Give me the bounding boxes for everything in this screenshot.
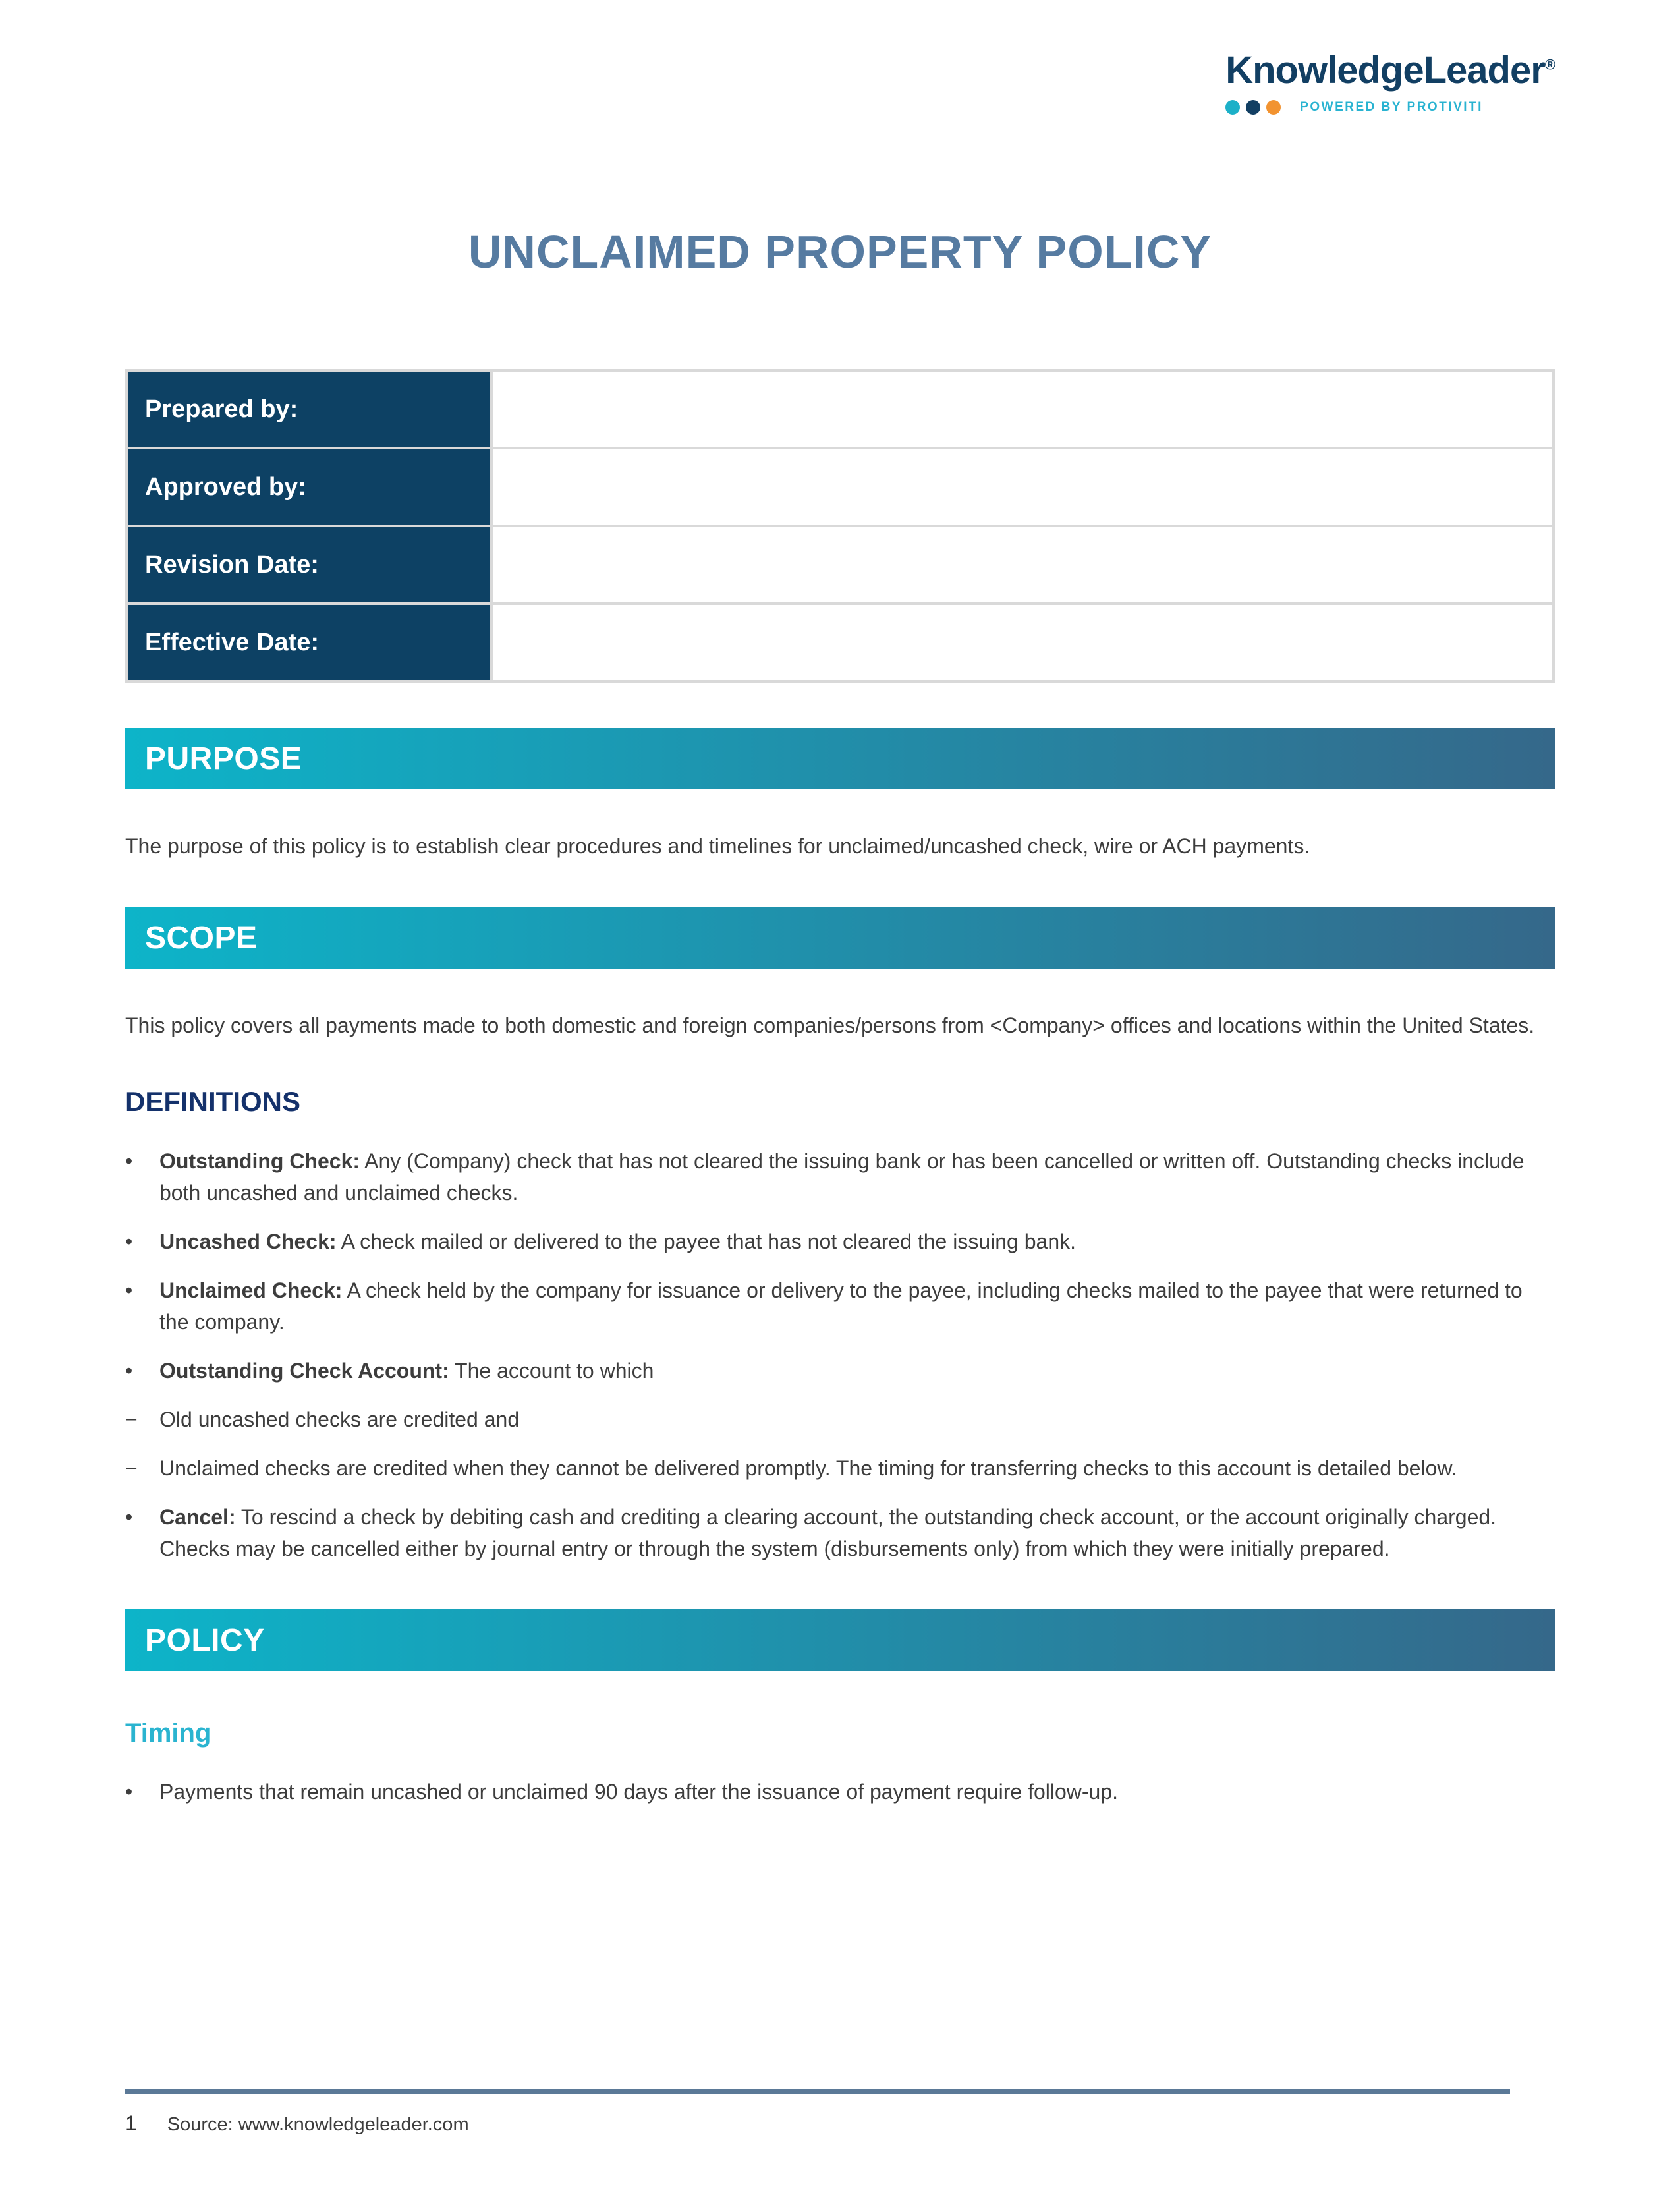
definition-body: Unclaimed checks are credited when they cannot be delivered promptly. The timing for transferring checks to this account is detailed below. <box>159 1456 1457 1480</box>
bullet-icon: • <box>125 1505 133 1529</box>
scope-body: This policy covers all payments made to both domestic and foreign companies/persons from <Company> offices and locations within the United States. <box>125 1013 1535 1037</box>
bullet-icon: • <box>125 1230 133 1253</box>
effective-date-value-field[interactable] <box>491 604 1554 681</box>
policy-list <box>125 1776 1555 1808</box>
logo-dot-teal-icon <box>1225 100 1240 115</box>
knowledgeleader-logo <box>1225 51 1555 90</box>
purpose-body: The purpose of this policy is to establish clear procedures and timelines for unclaimed/uncashed check, wire or ACH payments. <box>125 834 1310 858</box>
definition-term: Uncashed Check: <box>159 1230 337 1253</box>
list-item <box>125 1404 1555 1435</box>
logo-tagline: POWERED BY PROTIVITI <box>1300 100 1483 114</box>
definition-term: Cancel: <box>159 1505 236 1529</box>
bullet-icon: • <box>125 1359 133 1383</box>
purpose-section-banner <box>125 728 1555 789</box>
definition-term: Outstanding Check Account: <box>159 1359 449 1383</box>
bullet-icon: • <box>125 1780 133 1804</box>
approved-by-value-field[interactable] <box>491 448 1554 526</box>
prepared-by-value-field[interactable] <box>491 370 1554 448</box>
revision-date-value-field[interactable] <box>491 526 1554 604</box>
list-item <box>125 1501 1555 1564</box>
definition-body: Old uncashed checks are credited and <box>159 1408 520 1431</box>
page-title: UNCLAIMED PROPERTY POLICY <box>468 226 1212 277</box>
policy-item-body: Payments that remain uncashed or unclaimed 90 days after the issuance of payment require follow-up. <box>159 1780 1119 1804</box>
policy-section-banner <box>125 1609 1555 1671</box>
bullet-icon: • <box>125 1149 133 1173</box>
table-row <box>126 448 1554 526</box>
approved-by-label: Approved by: <box>126 448 491 526</box>
logo-block <box>125 0 1555 115</box>
registered-trademark-symbol: ® <box>1544 56 1555 73</box>
list-item <box>125 1776 1555 1808</box>
logo-wordmark-text: KnowledgeLeader <box>1225 49 1545 92</box>
prepared-by-label: Prepared by: <box>126 370 491 448</box>
list-item <box>125 1274 1555 1338</box>
definition-term: Outstanding Check: <box>159 1149 360 1173</box>
policy-item-text <box>159 1776 1555 1808</box>
purpose-heading: PURPOSE <box>145 741 302 776</box>
definition-text <box>159 1355 1555 1386</box>
definition-text <box>159 1145 1555 1209</box>
definition-text <box>159 1404 1555 1435</box>
page-footer <box>125 2089 1510 2136</box>
scope-heading: SCOPE <box>145 920 258 956</box>
policy-heading: POLICY <box>145 1622 265 1658</box>
source-text: Source: www.knowledgeleader.com <box>167 2114 469 2135</box>
list-item <box>125 1226 1555 1257</box>
definition-body: The account to which <box>449 1359 654 1383</box>
revision-date-label: Revision Date: <box>126 526 491 604</box>
definition-body: To rescind a check by debiting cash and crediting a clearing account, the outstanding check account, or the account originally charged. Checks may be cancelled either by journal entry or through the system (disbursements only) from which they were initially prepared. <box>159 1505 1497 1560</box>
bullet-icon: • <box>125 1278 133 1302</box>
logo-dot-orange-icon <box>1266 100 1281 115</box>
document-meta-table <box>125 369 1555 683</box>
effective-date-label: Effective Date: <box>126 604 491 681</box>
footer-rule <box>125 2089 1510 2094</box>
definition-text <box>159 1274 1555 1338</box>
timing-subheading: Timing <box>125 1719 211 1748</box>
dash-icon: − <box>125 1456 138 1480</box>
definition-text <box>159 1501 1555 1564</box>
list-item <box>125 1355 1555 1386</box>
definitions-list <box>125 1145 1555 1564</box>
definition-text <box>159 1226 1555 1257</box>
definition-body: A check mailed or delivered to the payee that has not cleared the issuing bank. <box>336 1230 1077 1253</box>
definition-body: A check held by the company for issuance or delivery to the payee, including checks mailed to the payee that were returned to the company. <box>159 1278 1523 1334</box>
page-number: 1 <box>125 2111 137 2135</box>
logo-dot-navy-icon <box>1246 100 1260 115</box>
dash-icon: − <box>125 1408 138 1431</box>
table-row <box>126 370 1554 448</box>
definition-text <box>159 1452 1555 1484</box>
list-item <box>125 1452 1555 1484</box>
table-row <box>126 604 1554 681</box>
definitions-heading: DEFINITIONS <box>125 1086 301 1117</box>
logo-tagline-row <box>1225 100 1483 115</box>
table-row <box>126 526 1554 604</box>
list-item <box>125 1145 1555 1209</box>
definition-body: Any (Company) check that has not cleared the issuing bank or has been cancelled or written off. Outstanding checks include both uncashed and unclaimed checks. <box>159 1149 1525 1205</box>
scope-section-banner <box>125 907 1555 969</box>
definition-term: Unclaimed Check: <box>159 1278 343 1302</box>
